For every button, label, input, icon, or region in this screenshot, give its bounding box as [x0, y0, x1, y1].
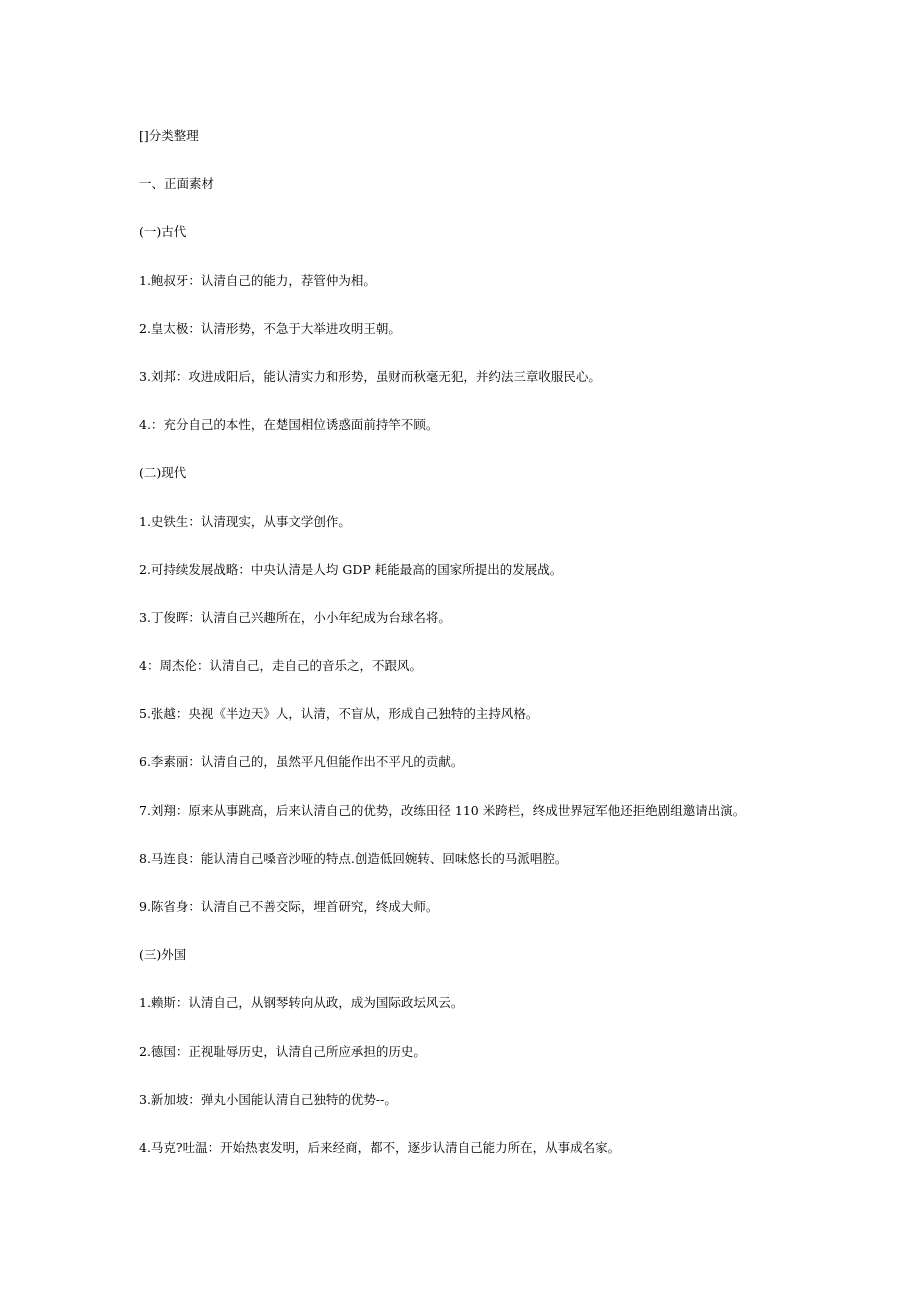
list-item: 1.史铁生：认清现实，从事文学创作。	[139, 513, 351, 529]
subsection-heading: (三)外国	[139, 947, 187, 963]
document-title: []分类整理	[139, 128, 199, 143]
list-item: 2.可持续发展战略：中央认清是人均 GDP 耗能最高的国家所提出的发展战。	[139, 561, 563, 577]
list-item: 2.德国：正视耻辱历史，认清自己所应承担的历史。	[139, 1043, 426, 1059]
subsection-heading: (一)古代	[139, 224, 187, 240]
document-body	[139, 124, 879, 1184]
list-item: 1.赖斯：认清自己，从钢琴转向从政，成为国际政坛风云。	[139, 995, 464, 1011]
list-item: 6.李素丽：认清自己的，虽然平凡但能作出不平凡的贡献。	[139, 754, 464, 770]
list-item: 7.刘翔：原来从事跳高，后来认清自己的优势，改练田径 110 米跨栏，终成世界冠军他还拒绝剧组邀请出演。	[139, 802, 746, 818]
subsection-heading: (二)现代	[139, 465, 187, 481]
list-item: 5.张越：央视《半边天》人，认清，不盲从，形成自己独特的主持风格。	[139, 706, 539, 722]
list-item: 3.新加坡：弹丸小国能认清自己独特的优势--。	[139, 1091, 397, 1107]
list-item: 2.皇太极：认清形势，不急于大举进攻明王朝。	[139, 320, 401, 336]
list-item: 4：周杰伦：认清自己，走自己的音乐之，不跟风。	[139, 658, 422, 674]
list-item: 4.：充分自己的本性，在楚国相位诱惑面前持竿不顾。	[139, 417, 439, 433]
list-item: 8.马连良：能认清自己嗓音沙哑的特点.创造低回婉转、回味悠长的马派唱腔。	[139, 850, 568, 866]
list-item: 1.鲍叔牙：认清自己的能力，荐管仲为相。	[139, 272, 376, 288]
list-item: 4.马克?吐温：开始热衷发明，后来经商，都不，逐步认清自己能力所在，从事成名家。	[139, 1139, 621, 1155]
list-item: 9.陈省身：认清自己不善交际，埋首研究，终成大师。	[139, 899, 439, 914]
list-item: 3.刘邦：攻进成阳后，能认清实力和形势，虽财而秋毫无犯，并约法三章收服民心。	[139, 368, 601, 384]
list-item: 3.丁俊晖：认清自己兴趣所在，小小年纪成为台球名将。	[139, 609, 451, 625]
section-heading: 一、正面素材	[139, 176, 215, 192]
